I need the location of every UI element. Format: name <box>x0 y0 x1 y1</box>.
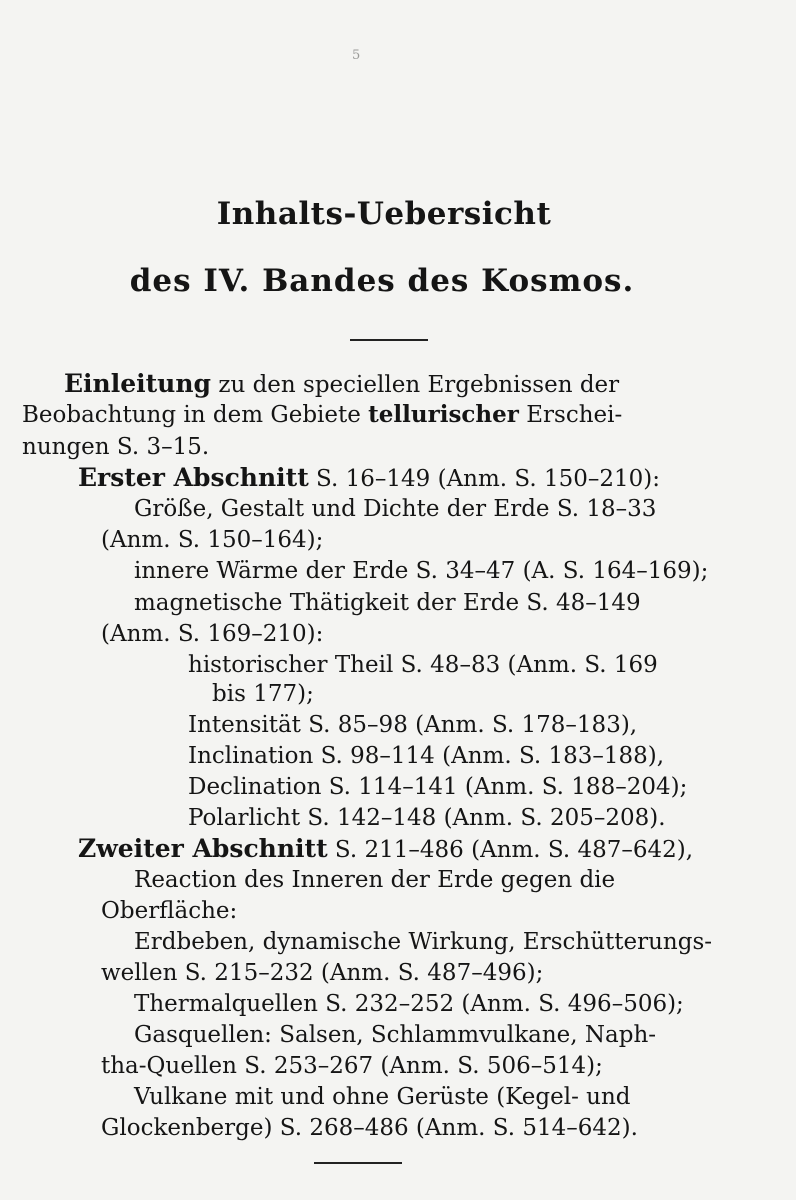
emphasis: tellurischer <box>368 401 519 428</box>
toc-line: Glockenberge) S. 268–486 (Anm. S. 514–642). <box>101 1115 638 1141</box>
toc-line: Oberfläche: <box>101 898 238 924</box>
toc-line: nungen S. 3–15. <box>22 434 210 460</box>
page-subtitle: des IV. Bandes des Kosmos. <box>129 263 635 299</box>
divider-top <box>350 339 428 341</box>
toc-line: Beobachtung in dem Gebiete tellurischer Erschei- <box>22 401 623 428</box>
toc-line: Erster Abschnitt S. 16–149 (Anm. S. 150–210): <box>78 463 661 492</box>
toc-line: Polarlicht S. 142–148 (Anm. S. 205–208). <box>188 805 666 831</box>
section-lead: Erster Abschnitt <box>78 463 309 492</box>
toc-line: Inclination S. 98–114 (Anm. S. 183–188), <box>188 743 665 769</box>
divider-bottom <box>314 1162 402 1164</box>
toc-line: Gasquellen: Salsen, Schlammvulkane, Naph- <box>134 1022 657 1048</box>
toc-line: innere Wärme der Erde S. 34–47 (A. S. 164–169); <box>134 558 709 584</box>
page-title: Inhalts-Uebersicht <box>216 196 552 232</box>
toc-line: Intensität S. 85–98 (Anm. S. 178–183), <box>188 712 638 738</box>
toc-line: Reaction des Inneren der Erde gegen die <box>134 867 616 893</box>
section-lead: Zweiter Abschnitt <box>78 834 328 863</box>
toc-line: historischer Theil S. 48–83 (Anm. S. 169 <box>188 652 658 678</box>
toc-line: Größe, Gestalt und Dichte der Erde S. 18–33 <box>134 496 657 522</box>
toc-line: tha-Quellen S. 253–267 (Anm. S. 506–514); <box>101 1053 603 1079</box>
toc-line: Zweiter Abschnitt S. 211–486 (Anm. S. 487–642), <box>78 834 694 863</box>
toc-line: (Anm. S. 169–210): <box>101 621 324 647</box>
toc-line: (Anm. S. 150–164); <box>101 527 324 553</box>
toc-line: magnetische Thätigkeit der Erde S. 48–149 <box>134 590 641 616</box>
toc-line: wellen S. 215–232 (Anm. S. 487–496); <box>101 960 544 986</box>
section-lead: Einleitung <box>64 369 212 398</box>
page-number: 5 <box>352 48 361 63</box>
toc-line: bis 177); <box>212 681 314 707</box>
toc-line: Einleitung zu den speciellen Ergebnissen der <box>64 369 620 398</box>
toc-line: Thermalquellen S. 232–252 (Anm. S. 496–506); <box>134 991 684 1017</box>
toc-line: Declination S. 114–141 (Anm. S. 188–204); <box>188 774 688 800</box>
toc-line: Erdbeben, dynamische Wirkung, Erschütterungs- <box>134 929 713 955</box>
toc-line: Vulkane mit und ohne Gerüste (Kegel- und <box>134 1084 631 1110</box>
